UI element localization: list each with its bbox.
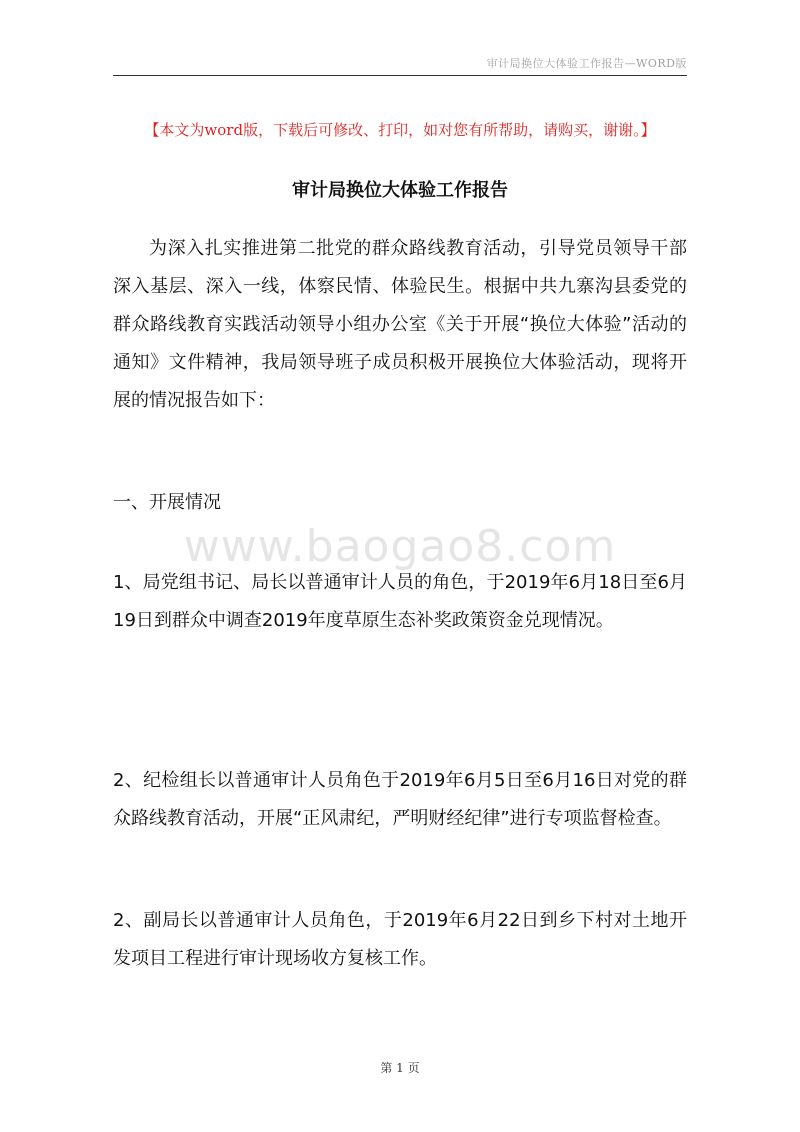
document-title: 审计局换位大体验工作报告 [292,180,508,201]
list-item: 2、副局长以普通审计人员角色，于2019年6月22日到乡下村对土地开发项目工程进行审计现场收方复核工作。 [113,910,687,969]
header-divider [113,75,687,76]
section-heading: 一、开展情况 [113,492,221,513]
page-number: 第 1 页 [380,1061,420,1075]
list-item: 2、纪检组长以普通审计人员角色于2019年6月5日至6月16日对党的群众路线教育活动，开展“正风肃纪，严明财经纪律”进行专项监督检查。 [113,770,687,829]
intro-paragraph: 为深入扎实推进第二批党的群众路线教育活动，引导党员领导干部深入基层、深入一线，体察民情、体验民生。根据中共九寨沟县委党的群众路线教育实践活动领导小组办公室《关于开展“换位大体验”活动的通知》文件精神，我局领导班子成员积极开展换位大体验活动，现将开展的情况报告如下： [113,238,687,411]
list-item: 1、局党组书记、局长以普通审计人员的角色，于2019年6月18日至6月19日到群众中调查2019年度草原生态补奖政策资金兑现情况。 [113,572,687,631]
download-notice: 【本文为word版，下载后可修改、打印，如对您有所帮助，请购买，谢谢。】 [144,121,656,139]
site-watermark: www.baogao8.com [183,521,617,572]
running-header: 审计局换位大体验工作报告—WORD版 [486,57,687,70]
